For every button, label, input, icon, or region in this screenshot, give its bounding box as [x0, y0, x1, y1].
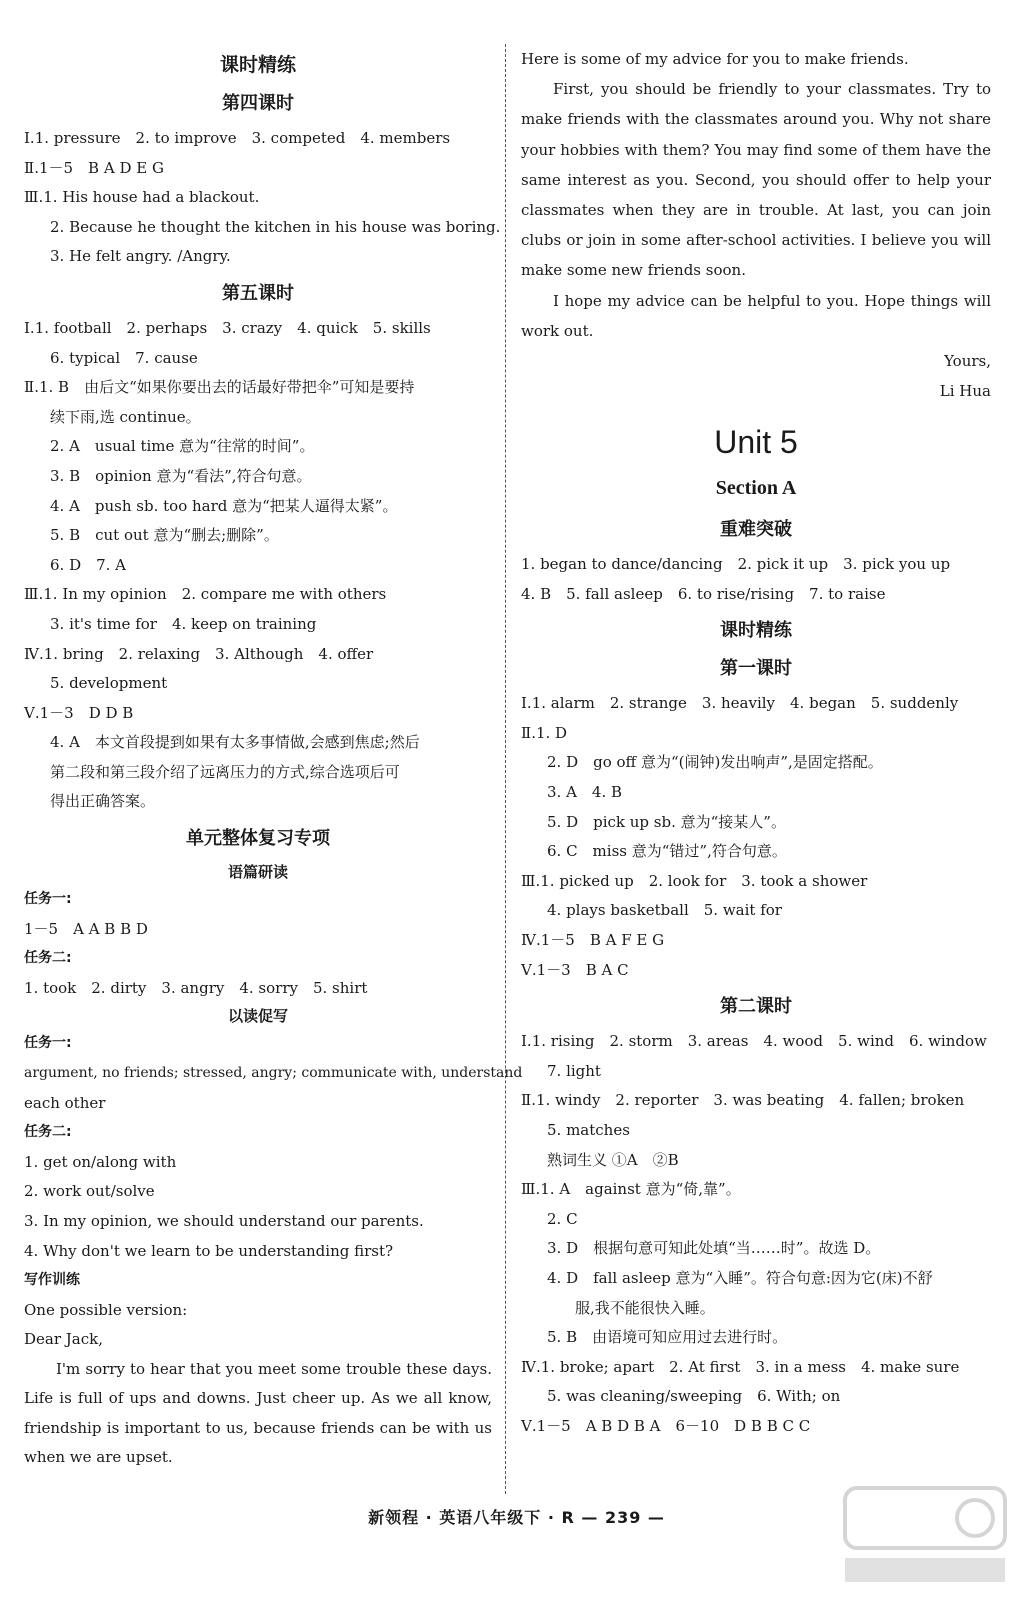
- answer-line: 3. D 根据句意可知此处填“当……时”。故选 D。: [547, 1239, 881, 1258]
- letter-salutation: Dear Jack,: [24, 1330, 103, 1349]
- answer-line: Ⅰ.1. alarm 2. strange 3. heavily 4. began 5. suddenly: [521, 694, 959, 713]
- review-heading: 单元整体复习专项: [186, 828, 330, 850]
- answer-line: 2. A usual time 意为“往常的时间”。: [50, 437, 315, 456]
- answer-line: 3. A 4. B: [547, 783, 623, 801]
- section-title: 课时精练: [219, 54, 296, 76]
- task-label: 任务一:: [24, 1035, 72, 1052]
- answer-line: Ⅱ.1. D: [521, 723, 568, 742]
- answer-line: argument, no friends; stressed, angry; communicate with, understand: [24, 1065, 523, 1082]
- answer-line: 5. D pick up sb. 意为“接某人”。: [547, 812, 786, 831]
- page-footer: 新领程 · 英语八年级下 · R — 239 —: [368, 1508, 665, 1527]
- answer-line: 7. light: [547, 1061, 601, 1080]
- answer-line: Ⅰ.1. rising 2. storm 3. areas 4. wood 5. wind 6. window: [521, 1032, 987, 1051]
- section-title: Section A: [715, 477, 797, 500]
- answer-line: Ⅴ.1－3 B A C: [521, 960, 629, 979]
- lesson1-heading: 第一课时: [720, 658, 792, 680]
- answer-line: 5. development: [50, 674, 168, 693]
- answer-line: 3. B opinion 意为“看法”,符合句意。: [50, 466, 312, 485]
- answer-line: Ⅱ.1. B 由后文“如果你要出去的话最好带把伞”可知是要持: [24, 378, 415, 397]
- unit-title: Unit 5: [714, 424, 798, 461]
- lesson5-heading: 第五课时: [222, 282, 294, 304]
- answer-line: 1. began to dance/dancing 2. pick it up 3. pick you up: [521, 555, 951, 574]
- lesson4-heading: 第四课时: [222, 93, 294, 114]
- answer-line: 1－5 A A B B D: [24, 919, 148, 938]
- task-label: 任务二:: [24, 1124, 72, 1141]
- key-heading: 重难突破: [720, 519, 792, 541]
- answer-line: 4. Why don't we learn to be understanding first?: [24, 1241, 394, 1260]
- answer-line: 4. A 本文首段提到如果有太多事情做,会感到焦虑;然后: [50, 733, 420, 752]
- task-label: 写作训练: [24, 1272, 80, 1289]
- answer-line: Ⅴ.1－3 D D B: [24, 703, 134, 722]
- letter-signature: Li Hua: [939, 382, 991, 401]
- task-label: 任务二:: [24, 950, 72, 967]
- answer-line: Ⅱ.1. windy 2. reporter 3. was beating 4. fallen; broken: [521, 1091, 965, 1110]
- answer-line: 6. D 7. A: [50, 555, 127, 574]
- answer-line: 第二段和第三段介绍了远离压力的方式,综合选项后可: [50, 762, 400, 781]
- reading-heading: 语篇研读: [227, 863, 288, 882]
- letter-closing: Yours,: [944, 352, 991, 371]
- answer-line: 3. He felt angry. /Angry.: [50, 247, 231, 266]
- answer-line: 得出正确答案。: [50, 792, 156, 811]
- task-label: 任务一:: [24, 891, 72, 908]
- answer-line: 2. D go off 意为“(闹钟)发出响声”,是固定搭配。: [547, 753, 883, 772]
- answer-line: 4. plays basketball 5. wait for: [547, 901, 782, 920]
- answer-line: Ⅲ.1. In my opinion 2. compare me with others: [24, 585, 387, 604]
- answer-line: 2. Because he thought the kitchen in his house was boring.: [50, 217, 501, 236]
- answer-line: 熟词生义 ①A ②B: [547, 1150, 679, 1169]
- left-column: [24, 44, 523, 1473]
- answer-line: 5. matches: [547, 1120, 630, 1139]
- practice-heading: 课时精练: [720, 620, 792, 642]
- column-divider: [505, 44, 506, 1494]
- answer-line: Ⅲ.1. A against 意为“倚,靠”。: [521, 1180, 741, 1199]
- letter-paragraph: First, you should be friendly to your classmates. Try to make friends with the classmates around you. Why not share your hobbies with them? You may find some of them have the same interest as you. Second, you should offer to help your classmates when they are in trouble. At last, you can join clubs or join in some after-school activities. I believe you will make some new friends soon.: [521, 80, 991, 280]
- answer-line: 3. In my opinion, we should understand our parents.: [24, 1212, 424, 1230]
- answer-line: each other: [24, 1093, 106, 1112]
- answer-line: 1. get on/along with: [24, 1152, 177, 1171]
- letter-paragraph: I'm sorry to hear that you meet some trouble these days. Life is full of ups and downs. Just cheer up. As we all know, friendship is important to us, because friends can be with us when we are upset.: [24, 1359, 492, 1467]
- answer-line: 1. took 2. dirty 3. angry 4. sorry 5. shirt: [24, 978, 368, 997]
- answer-line: Ⅰ.1. football 2. perhaps 3. crazy 4. quick 5. skills: [24, 318, 431, 337]
- answer-line: 服,我不能很快入睡。: [575, 1298, 715, 1317]
- answer-line: 5. B 由语境可知应用过去进行时。: [547, 1328, 788, 1347]
- answer-line: 2. work out/solve: [24, 1182, 155, 1201]
- answer-line: 5. was cleaning/sweeping 6. With; on: [547, 1387, 841, 1406]
- answer-line: 4. A push sb. too hard 意为“把某人逼得太紧”。: [50, 496, 398, 515]
- answer-line: 4. B 5. fall asleep 6. to rise/rising 7. to raise: [521, 584, 886, 603]
- letter-paragraph: I hope my advice can be helpful to you. Hope things will work out.: [521, 291, 991, 340]
- watermark-logo-icon: [825, 1478, 1025, 1588]
- answer-line: Ⅱ.1－5 B A D E G: [24, 158, 164, 177]
- writing-heading: 以读促写: [227, 1007, 288, 1026]
- answer-line: 6. C miss 意为“错过”,符合句意。: [547, 842, 787, 861]
- answer-line: 2. C: [547, 1209, 578, 1228]
- answer-line: Ⅴ.1－5 A B D B A 6－10 D B B C C: [521, 1416, 811, 1435]
- answer-line: 4. D fall asleep 意为“入睡”。符合句意:因为它(床)不舒: [547, 1268, 933, 1287]
- answer-line: 续下雨,选 continue。: [50, 407, 201, 426]
- answer-line: 5. B cut out 意为“删去;删除”。: [50, 526, 279, 545]
- answer-line: 6. typical 7. cause: [50, 348, 198, 367]
- right-column: [521, 44, 991, 1441]
- letter-paragraph: Here is some of my advice for you to make friends.: [521, 50, 909, 68]
- answer-line: Ⅰ.1. pressure 2. to improve 3. competed 4. members: [24, 129, 451, 147]
- answer-line: Ⅳ.1－5 B A F E G: [521, 930, 665, 949]
- lesson2-heading: 第二课时: [720, 996, 792, 1018]
- answer-line: Ⅲ.1. His house had a blackout.: [24, 188, 260, 207]
- answer-line: 3. it's time for 4. keep on training: [50, 614, 317, 633]
- answer-line: Ⅳ.1. bring 2. relaxing 3. Although 4. offer: [24, 644, 374, 663]
- answer-line: Ⅳ.1. broke; apart 2. At first 3. in a mess 4. make sure: [521, 1357, 960, 1376]
- answer-line: Ⅲ.1. picked up 2. look for 3. took a shower: [521, 871, 868, 890]
- version-label: One possible version:: [24, 1300, 188, 1319]
